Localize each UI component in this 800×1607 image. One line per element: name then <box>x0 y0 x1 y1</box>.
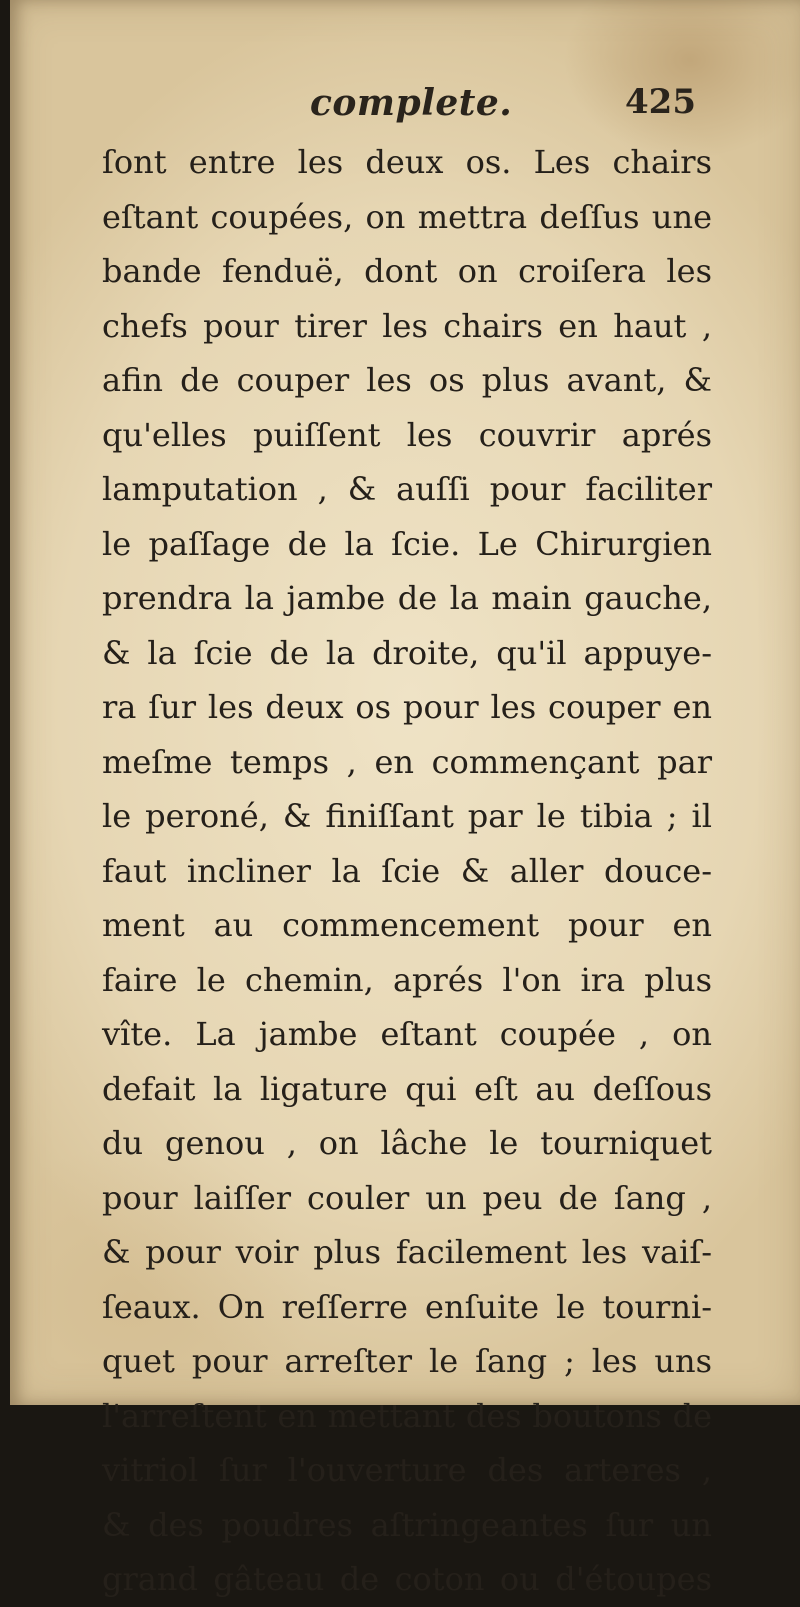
text-line: l'arreſtent en mettant des boutons de <box>102 1396 712 1435</box>
text-line: meſme temps , en commençant par <box>102 742 712 781</box>
running-head <box>10 82 790 132</box>
book-page <box>10 0 800 1598</box>
text-line: vîte. La jambe eſtant coupée , on <box>102 1015 712 1053</box>
body-text <box>102 135 712 1607</box>
text-line: le peroné, & finiſſant par le tibia ; il <box>102 797 712 835</box>
text-line: ſeaux. On reſſerre enſuite le tourni- <box>102 1287 712 1326</box>
text-line: vitriol ſur l'ouverture des arteres , <box>102 1451 712 1489</box>
text-line: & la ſcie de la droite, qu'il appuye- <box>102 633 712 672</box>
text-line: ra ſur les deux os pour les couper en <box>102 688 712 726</box>
text-line: defait la ligature qui eſt au deſſous <box>102 1069 712 1108</box>
text-line: ment au commencement pour en <box>102 906 712 944</box>
text-line: chefs pour tirer les chairs en haut , <box>102 306 712 345</box>
text-line: ſont entre les deux os. Les chairs <box>102 143 712 181</box>
text-line: faire le chemin, aprés l'on ira plus <box>102 960 712 999</box>
text-line: & des poudres aſtringeantes ſur un <box>102 1505 712 1544</box>
text-line: le paſſage de la ſcie. Le Chirurgien <box>102 524 712 563</box>
text-line: du genou , on lâche le tourniquet <box>102 1124 712 1162</box>
text-line: & pour voir plus facilement les vaiſ- <box>102 1233 712 1271</box>
text-line: bande fenduë, dont on croiſera les <box>102 252 712 290</box>
text-line: grand gâteau de coton ou d'étoupes <box>102 1560 712 1598</box>
running-title: complete. <box>310 82 513 124</box>
text-line: qu'elles puiſſent les couvrir aprés <box>102 415 712 454</box>
text-line: eſtant coupées, on mettra deſſus une <box>102 197 712 236</box>
text-line: pour laiſſer couler un peu de ſang , <box>102 1178 712 1217</box>
text-line: lamputation , & auſſi pour faciliter <box>102 470 712 508</box>
text-line: quet pour arreſter le ſang ; les uns <box>102 1342 712 1380</box>
text-line: faut incliner la ſcie & aller douce- <box>102 851 712 890</box>
text-line: prendra la jambe de la main gauche, <box>102 579 712 617</box>
page-number: 425 <box>625 82 696 122</box>
text-line: afin de couper les os plus avant, & <box>102 361 712 399</box>
